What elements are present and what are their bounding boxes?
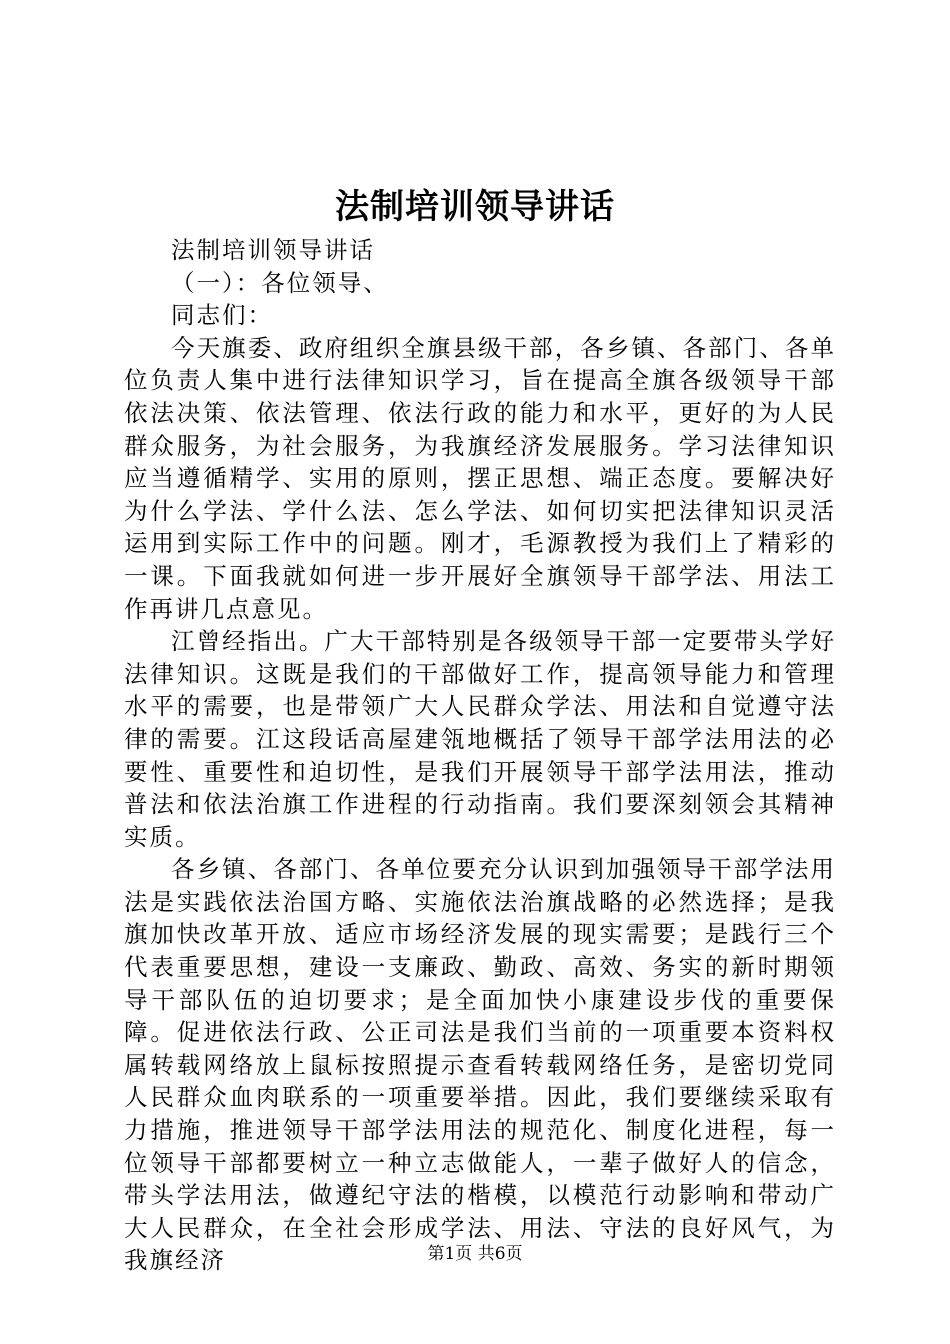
page-number-footer: 第1页 共6页 [427,1244,523,1264]
body-paragraph: 各乡镇、各部门、各单位要充分认识到加强领导干部学法用法是实践依法治国方略、实施依法治旗战略的必然选择；是我旗加快改革开放、适应市场经济发展的现实需要；是践行三个代表重要思想，建设一支廉政、勤政、高效、务实的新时期领导干部队伍的迫切要求；是全面加快小康建设步伐的重要保障。促进依法行政、公正司法是我们当前的一项重要本资料权属转载网络放上鼠标按照提示查看转载网络任务，是密切党同人民群众血肉联系的一项重要举措。因此，我们要继续采取有力措施，推进领导干部学法用法的规范化、制度化进程，每一位领导干部都要树立一种立志做能人，一辈子做好人的信念，带头学法用法，做遵纪守法的楷模，以模范行动影响和带动广大人民群众，在全社会形成学法、用法、守法的良好风气，为我旗经济 [124,855,836,1275]
document-title: 法制培训领导讲话 [335,187,615,227]
document-body [124,234,836,1277]
body-paragraph: 今天旗委、政府组织全旗县级干部，各乡镇、各部门、各单位负责人集中进行法律知识学习，旨在提高全旗各级领导干部依法决策、依法管理、依法行政的能力和水平，更好的为人民群众服务，为社会服务，为我旗经济发展服务。学习法律知识应当遵循精学、实用的原则，摆正思想、端正态度。要解决好为什么学法、学什么法、怎么学法、如何切实把法律知识灵活运用到实际工作中的问题。刚才，毛源教授为我们上了精彩的一课。下面我就如何进一步开展好全旗领导干部学法、用法工作再讲几点意见。 [124,333,836,623]
section-heading-paragraph: （一）：各位领导、 [171,268,389,297]
salutation-paragraph: 同志们： [171,301,273,330]
body-paragraph: 江曾经指出。广大干部特别是各级领导干部一定要带头学好法律知识。这既是我们的干部做好工作，提高领导能力和管理水平的需要，也是带领广大人民群众学法、用法和自觉遵守法律的需要。江这段话高屋建瓴地概括了领导干部学法用法的必要性、重要性和迫切性，是我们开展领导干部学法用法，推动普法和依法治旗工作进程的行动指南。我们要深刻领会其精神实质。 [124,627,836,851]
subtitle-paragraph: 法制培训领导讲话 [171,236,375,264]
